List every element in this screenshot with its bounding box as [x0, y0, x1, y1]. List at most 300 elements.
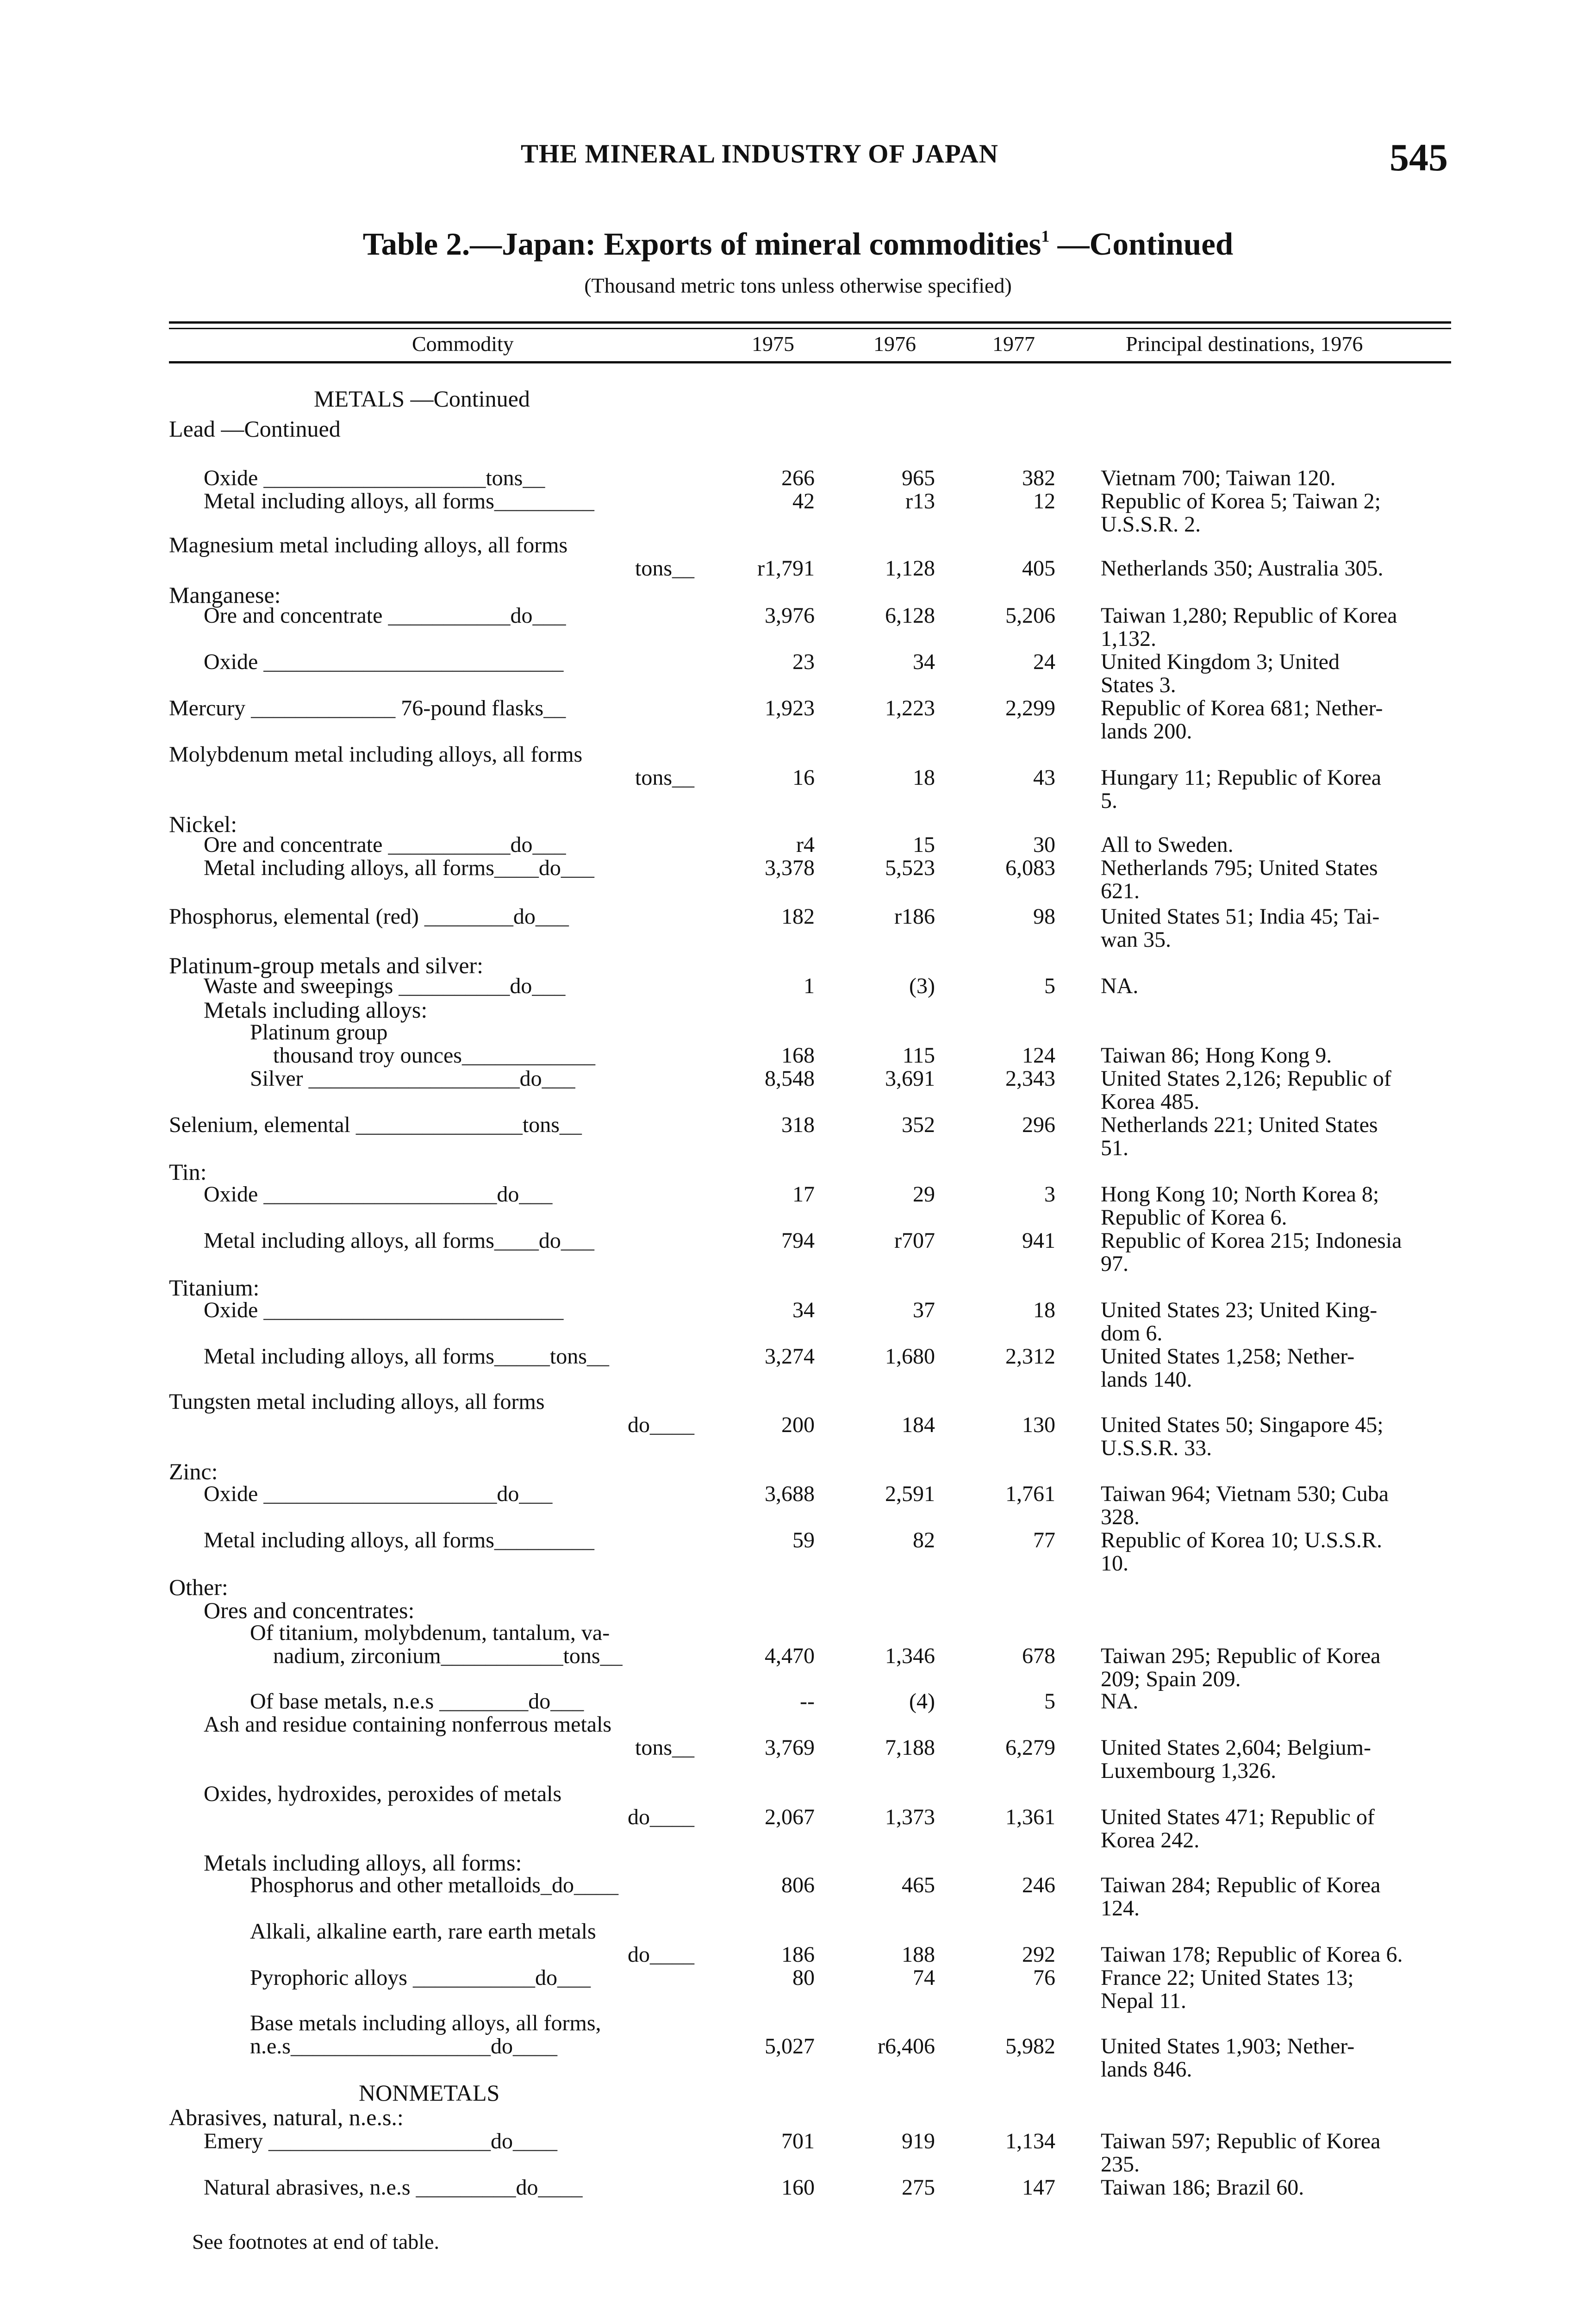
value-1975: 8,548 — [765, 1066, 815, 1091]
value-1976: 18 — [913, 765, 935, 790]
unit-label: do — [551, 1873, 574, 1897]
value-1977: 5 — [1044, 974, 1055, 998]
leader-dots: ___ — [532, 603, 566, 628]
commodity-label: Tungsten metal including alloys, all forms — [169, 1389, 545, 1414]
unit-label: tons — [486, 466, 523, 490]
page-number: 545 — [1390, 136, 1448, 179]
commodity-cell — [204, 1483, 552, 1506]
group-tin: Tin: — [169, 1159, 207, 1185]
leader-dots: _________ — [410, 2175, 516, 2200]
destinations-cell: All to Sweden. — [1101, 832, 1234, 857]
value-1977: 2,343 — [1005, 1066, 1055, 1091]
destinations-cell: United Kingdom 3; United States 3. — [1101, 650, 1340, 697]
commodity-cell — [204, 651, 563, 674]
value-1975: 1,923 — [765, 696, 815, 720]
unit-label: tons — [522, 1113, 560, 1137]
value-1977: 5,982 — [1005, 2034, 1055, 2058]
commodity-cell — [204, 490, 594, 513]
section-heading-metals: METALS —Continued — [314, 386, 530, 412]
leader-dots: __________ — [393, 974, 510, 998]
value-1977: 76 — [1033, 1965, 1055, 1990]
commodity-label-continued — [250, 2035, 601, 2058]
value-1977: 5,206 — [1005, 603, 1055, 628]
commodity-label: Natural abrasives, n.e.s — [204, 2175, 411, 2200]
destinations-cell: United States 2,126; Republic of Korea 485. — [1101, 1066, 1391, 1114]
unit-line — [169, 766, 694, 789]
value-1976: 3,691 — [885, 1066, 935, 1091]
unit-label: do — [519, 1066, 542, 1091]
commodity-cell — [169, 697, 566, 720]
commodity-label: Emery — [204, 2129, 263, 2153]
commodity-label: Metal including alloys, all forms — [204, 1344, 494, 1369]
leader-dots: ________ — [418, 904, 513, 929]
value-1976: 1,223 — [885, 696, 935, 720]
value-1975: 318 — [781, 1113, 815, 1137]
value-1975: 186 — [781, 1942, 815, 1967]
commodity-cell — [250, 2012, 601, 2058]
leader-dots: ___________ — [441, 1644, 563, 1668]
value-1976: 15 — [913, 832, 935, 857]
value-1976: r6,406 — [878, 2034, 935, 2058]
destinations-cell: United States 50; Singapore 45; U.S.S.R. 33. — [1101, 1413, 1384, 1460]
value-1976: 1,373 — [885, 1805, 935, 1829]
value-1976: 1,128 — [885, 556, 935, 581]
unit-line — [169, 557, 694, 580]
leader-dots: ___________________________ — [258, 650, 564, 674]
commodity-cell — [204, 1529, 594, 1552]
commodity-label: Metal including alloys, all forms — [204, 1528, 494, 1552]
value-1977: 296 — [1022, 1113, 1055, 1137]
commodity-cell — [204, 604, 566, 627]
destinations-cell: Taiwan 284; Republic of Korea 124. — [1101, 1873, 1381, 1921]
header-bottom-rule — [169, 361, 1451, 363]
value-1977: 6,083 — [1005, 856, 1055, 880]
destinations-cell: United States 51; India 45; Tai- wan 35. — [1101, 904, 1380, 952]
commodity-label: Of titanium, molybdenum, tantalum, va- — [250, 1620, 610, 1645]
value-1977: 12 — [1033, 489, 1055, 513]
leader-dots: ___ — [519, 1482, 553, 1506]
leader-dots: ___________ — [382, 832, 511, 857]
value-1977: 98 — [1033, 904, 1055, 929]
leader-dots: ____ — [494, 1228, 539, 1253]
destinations-cell: United States 471; Republic of Korea 242. — [1101, 1805, 1375, 1852]
commodity-cell — [204, 1783, 694, 1829]
leader-dots: _____________________ — [258, 1182, 497, 1207]
value-1976: 919 — [902, 2129, 935, 2153]
value-1977: 678 — [1022, 1644, 1055, 1668]
commodity-cell — [169, 743, 694, 789]
value-1976: 188 — [902, 1942, 935, 1967]
value-1976: 1,680 — [885, 1344, 935, 1369]
value-1976: r13 — [905, 489, 935, 513]
leader-dots: ___________________________ — [258, 1298, 564, 1322]
commodity-label: Phosphorus, elemental (red) — [169, 904, 419, 929]
unit-line — [204, 1806, 694, 1829]
commodity-cell — [204, 1345, 609, 1368]
leader-dots: _________ — [494, 489, 594, 513]
group-lead: Lead —Continued — [169, 416, 341, 442]
commodity-label: Base metals including alloys, all forms, — [250, 2011, 601, 2035]
value-1975: 5,027 — [765, 2034, 815, 2058]
commodity-label: Metal including alloys, all forms — [204, 856, 494, 880]
commodity-label: Oxide — [204, 1298, 258, 1322]
commodity-cell — [204, 857, 594, 880]
leader-dots: ___________ — [382, 603, 511, 628]
col-header-destinations: Principal destinations, 1976 — [1126, 332, 1363, 356]
commodity-label: Metal including alloys, all forms — [204, 489, 494, 513]
value-1976: r707 — [894, 1228, 935, 1253]
value-1977: 2,312 — [1005, 1344, 1055, 1369]
commodity-label: Oxide — [204, 1482, 258, 1506]
value-1976: r186 — [894, 904, 935, 929]
destinations-cell: Taiwan 86; Hong Kong 9. — [1101, 1043, 1332, 1068]
group-ores-and-concentrates: Ores and concentrates: — [204, 1597, 415, 1623]
value-1976: 184 — [902, 1413, 935, 1437]
destinations-cell: Netherlands 221; United States 51. — [1101, 1113, 1378, 1160]
leader-dots: ___ — [550, 1689, 584, 1714]
section-heading-nonmetals: NONMETALS — [359, 2080, 500, 2106]
destinations-cell: Netherlands 350; Australia 305. — [1101, 556, 1384, 581]
group-metals-including-alloys: Metals including alloys: — [204, 997, 428, 1023]
unit-label: do — [510, 974, 532, 998]
destinations-cell: Taiwan 964; Vietnam 530; Cuba 328. — [1101, 1482, 1389, 1529]
group-titanium: Titanium: — [169, 1275, 260, 1301]
unit-line — [204, 1736, 694, 1759]
destinations-cell: France 22; United States 13; Nepal 11. — [1101, 1965, 1354, 2013]
leader-dots: _____ — [494, 1344, 550, 1369]
commodity-cell — [250, 1021, 595, 1067]
commodity-cell — [204, 2130, 557, 2153]
leader-dots: __ — [672, 765, 694, 790]
leader-dots: ___________________ — [303, 1066, 520, 1091]
value-1976: (3) — [909, 974, 935, 998]
value-1977: 1,761 — [1005, 1482, 1055, 1506]
value-1977: 30 — [1033, 832, 1055, 857]
commodity-label: Ore and concentrate — [204, 603, 383, 628]
destinations-cell: Hong Kong 10; North Korea 8; Republic of Korea 6. — [1101, 1182, 1379, 1230]
destinations-cell: Taiwan 186; Brazil 60. — [1101, 2175, 1304, 2200]
value-1977: 1,134 — [1005, 2129, 1055, 2153]
value-1975: 182 — [781, 904, 815, 929]
group-zinc: Zinc: — [169, 1458, 218, 1484]
value-1977: 3 — [1044, 1182, 1055, 1207]
commodity-cell — [250, 1966, 591, 1990]
leader-dots: _______________ — [350, 1113, 523, 1137]
commodity-cell — [169, 905, 569, 928]
commodity-label: Oxide — [204, 650, 258, 674]
unit-label: do — [538, 856, 561, 880]
leader-dots: _ — [540, 1873, 552, 1897]
leader-dots: ___________ — [407, 1965, 535, 1990]
unit-label: tons — [635, 765, 672, 790]
leader-dots: __ — [523, 466, 545, 490]
value-1975: 3,976 — [765, 603, 815, 628]
value-1977: 5 — [1044, 1689, 1055, 1714]
commodity-label-line2: nadium, zirconium — [273, 1644, 441, 1668]
leader-dots: _____________________ — [258, 1482, 497, 1506]
destinations-cell: United States 2,604; Belgium- Luxembourg 1,326. — [1101, 1735, 1371, 1783]
commodity-label: Mercury — [169, 696, 246, 720]
destinations-cell: Taiwan 1,280; Republic of Korea 1,132. — [1101, 603, 1397, 651]
table-title — [0, 226, 1596, 263]
commodity-label-continued — [250, 1645, 623, 1668]
value-1975: 168 — [781, 1043, 815, 1068]
commodity-label: Metal including alloys, all forms — [204, 1228, 494, 1253]
destinations-cell: Taiwan 295; Republic of Korea 209; Spain 209. — [1101, 1644, 1381, 1691]
commodity-cell — [204, 467, 545, 490]
destinations-cell: Vietnam 700; Taiwan 120. — [1101, 466, 1336, 490]
value-1976: 34 — [913, 650, 935, 674]
title-footnote-marker: 1 — [1041, 227, 1050, 245]
leader-dots: __________________ — [290, 2034, 491, 2058]
value-1975: -- — [800, 1689, 815, 1714]
destinations-cell: United States 1,258; Nether- lands 140. — [1101, 1344, 1355, 1392]
unit-label: do — [497, 1182, 519, 1207]
value-1977: 43 — [1033, 765, 1055, 790]
commodity-label: Of base metals, n.e.s — [250, 1689, 434, 1714]
value-1976: 7,188 — [885, 1735, 935, 1760]
table-subtitle: (Thousand metric tons unless otherwise specified) — [584, 274, 1012, 297]
value-1976: 2,591 — [885, 1482, 935, 1506]
unit-label: do — [510, 832, 533, 857]
value-1975: 3,378 — [765, 856, 815, 880]
value-1977: 246 — [1022, 1873, 1055, 1897]
group-abrasives: Abrasives, natural, n.e.s.: — [169, 2104, 404, 2130]
value-1975: 17 — [792, 1182, 815, 1207]
value-1975: 23 — [792, 650, 815, 674]
value-1975: r4 — [796, 832, 815, 857]
unit-label: do — [628, 1942, 650, 1967]
commodity-label: Selenium, elemental — [169, 1113, 350, 1137]
unit-label: do — [497, 1482, 519, 1506]
unit-label: do — [513, 904, 536, 929]
value-1975: 266 — [781, 466, 815, 490]
leader-dots: __ — [543, 696, 566, 720]
col-header-commodity: Commodity — [412, 332, 514, 356]
leader-dots: ___ — [519, 1182, 553, 1207]
value-1976: 82 — [913, 1528, 935, 1552]
leader-dots: ___ — [557, 1965, 591, 1990]
value-1977: 24 — [1033, 650, 1055, 674]
value-1977: 147 — [1022, 2175, 1055, 2200]
value-1975: 34 — [792, 1298, 815, 1322]
value-1975: 2,067 — [765, 1805, 815, 1829]
value-1977: 130 — [1022, 1413, 1055, 1437]
leader-dots: ____________________ — [258, 466, 486, 490]
footnote-reference: See footnotes at end of table. — [192, 2230, 439, 2253]
leader-dots: ___ — [561, 856, 594, 880]
commodity-label: Magnesium metal including alloys, all forms — [169, 533, 568, 557]
leader-dots: ____ — [512, 2034, 557, 2058]
commodity-label: Silver — [250, 1066, 303, 1091]
commodity-label: Waste and sweepings — [204, 974, 393, 998]
leader-dots: ________ — [434, 1689, 529, 1714]
value-1976: 352 — [902, 1113, 935, 1137]
value-1977: 405 — [1022, 556, 1055, 581]
value-1976: 29 — [913, 1182, 935, 1207]
value-1975: 3,769 — [765, 1735, 815, 1760]
leader-dots: ___ — [532, 832, 566, 857]
commodity-label: Oxide — [204, 466, 258, 490]
destinations-cell: NA. — [1101, 974, 1139, 998]
unit-label: do — [628, 1805, 650, 1829]
value-1976: 1,346 — [885, 1644, 935, 1668]
value-1976: 115 — [902, 1043, 935, 1068]
unit-label: do — [516, 2175, 538, 2200]
value-1975: 794 — [781, 1228, 815, 1253]
commodity-cell — [250, 1874, 618, 1897]
leader-dots: ____ — [538, 2175, 583, 2200]
value-1975: 3,274 — [765, 1344, 815, 1369]
value-1975: r1,791 — [757, 556, 815, 581]
leader-dots: ___ — [561, 1228, 594, 1253]
leader-dots: _________ — [494, 1528, 594, 1552]
leader-dots: ____ — [494, 856, 539, 880]
col-header-1976: 1976 — [873, 332, 916, 356]
leader-dots: __ — [672, 1735, 694, 1760]
value-1977: 2,299 — [1005, 696, 1055, 720]
unit-label: do — [528, 1689, 551, 1714]
value-1976: 465 — [902, 1873, 935, 1897]
commodity-cell — [204, 1299, 563, 1322]
value-1976: 5,523 — [885, 856, 935, 880]
commodity-cell — [204, 1713, 694, 1759]
value-1977: 292 — [1022, 1942, 1055, 1967]
destinations-cell: United States 23; United King- dom 6. — [1101, 1298, 1378, 1345]
value-1975: 1 — [804, 974, 815, 998]
destinations-cell: Republic of Korea 10; U.S.S.R. 10. — [1101, 1528, 1382, 1576]
value-1977: 6,279 — [1005, 1735, 1055, 1760]
commodity-cell — [169, 1114, 582, 1137]
leader-dots: __ — [586, 1344, 609, 1369]
unit-line — [250, 1943, 694, 1966]
commodity-cell — [250, 1067, 575, 1090]
value-1975: 200 — [781, 1413, 815, 1437]
commodity-cell — [250, 1621, 623, 1668]
value-1975: 806 — [781, 1873, 815, 1897]
unit-label: do — [535, 1965, 557, 1990]
group-nickel: Nickel: — [169, 811, 237, 837]
leader-dots: ___ — [542, 1066, 575, 1091]
leader-dots: ____ — [650, 1805, 694, 1829]
commodity-cell — [250, 1920, 694, 1966]
commodity-cell — [169, 534, 694, 580]
commodity-cell — [169, 1390, 694, 1437]
destinations-cell: Hungary 11; Republic of Korea 5. — [1101, 765, 1382, 813]
unit-label: do — [510, 603, 533, 628]
unit-label: tons — [635, 1735, 672, 1760]
value-1976: 74 — [913, 1965, 935, 1990]
value-1977: 77 — [1033, 1528, 1055, 1552]
value-1975: 42 — [792, 489, 815, 513]
leader-dots: ____________________ — [262, 2129, 491, 2153]
value-1975: 59 — [792, 1528, 815, 1552]
commodity-label: Pyrophoric alloys — [250, 1965, 407, 1990]
value-1975: 160 — [781, 2175, 815, 2200]
unit-label: do — [628, 1413, 650, 1437]
group-metals-all-forms: Metals including alloys, all forms: — [204, 1850, 522, 1876]
col-header-1975: 1975 — [752, 332, 794, 356]
leader-dots: ___ — [535, 904, 569, 929]
table-title-suffix: —Continued — [1049, 226, 1234, 262]
commodity-label: Alkali, alkaline earth, rare earth metals — [250, 1919, 596, 1944]
group-other: Other: — [169, 1574, 228, 1600]
destinations-cell: Republic of Korea 681; Nether- lands 200. — [1101, 696, 1383, 744]
value-1977: 1,361 — [1005, 1805, 1055, 1829]
unit-label: tons — [549, 1344, 587, 1369]
commodity-cell — [204, 1229, 594, 1252]
value-1975: 701 — [781, 2129, 815, 2153]
value-1975: 4,470 — [765, 1644, 815, 1668]
unit-label: do — [490, 2129, 513, 2153]
destinations-cell: United States 1,903; Nether- lands 846. — [1101, 2034, 1355, 2082]
commodity-label: Oxides, hydroxides, peroxides of metals — [204, 1782, 562, 1806]
group-manganese: Manganese: — [169, 582, 281, 608]
table-top-rule — [169, 321, 1451, 324]
leader-dots: ____ — [650, 1413, 694, 1437]
value-1975: 16 — [792, 765, 815, 790]
commodity-cell — [204, 833, 566, 857]
leader-dots: __ — [600, 1644, 623, 1668]
value-1977: 124 — [1022, 1043, 1055, 1068]
leader-dots: ____ — [512, 2129, 557, 2153]
leader-dots: ____ — [650, 1942, 694, 1967]
commodity-label: Oxide — [204, 1182, 258, 1207]
table-title-text: Table 2.—Japan: Exports of mineral commodities — [362, 226, 1041, 262]
value-1975: 80 — [792, 1965, 815, 1990]
value-1977: 941 — [1022, 1228, 1055, 1253]
value-1976: 6,128 — [885, 603, 935, 628]
unit-label: tons — [635, 556, 672, 581]
destinations-cell: Taiwan 178; Republic of Korea 6. — [1101, 1942, 1403, 1967]
destinations-cell: Republic of Korea 215; Indonesia 97. — [1101, 1228, 1402, 1276]
unit-label: do — [538, 1228, 561, 1253]
destinations-cell: Taiwan 597; Republic of Korea 235. — [1101, 2129, 1381, 2177]
value-1977: 382 — [1022, 466, 1055, 490]
commodity-label: Ash and residue containing nonferrous metals — [204, 1712, 612, 1737]
commodity-cell — [250, 1690, 584, 1713]
commodity-label-line2: n.e.s — [250, 2034, 291, 2058]
unit-label: do — [490, 2034, 513, 2058]
value-1977: 18 — [1033, 1298, 1055, 1322]
commodity-label: Molybdenum metal including alloys, all forms — [169, 742, 583, 767]
value-1976: 275 — [902, 2175, 935, 2200]
commodity-cell — [204, 2176, 583, 2199]
value-1975: 3,688 — [765, 1482, 815, 1506]
commodity-cell — [204, 975, 565, 998]
commodity-label: Ore and concentrate — [204, 832, 383, 857]
leader-dots: ____ — [574, 1873, 618, 1897]
leader-dots: ____________ — [461, 1043, 595, 1068]
leader-dots: __ — [559, 1113, 582, 1137]
destinations-cell: Republic of Korea 5; Taiwan 2; U.S.S.R. 2. — [1101, 489, 1381, 537]
leader-dots: ___ — [532, 974, 566, 998]
group-platinum-group: Platinum-group metals and silver: — [169, 952, 484, 978]
destinations-cell: Netherlands 795; United States 621. — [1101, 856, 1378, 903]
commodity-label-continued — [250, 1044, 595, 1067]
unit-label: thousand troy ounces — [273, 1043, 462, 1068]
leader-dots: _____________ — [245, 696, 401, 720]
destinations-cell: NA. — [1101, 1689, 1139, 1714]
commodity-cell — [204, 1183, 552, 1206]
running-head: THE MINERAL INDUSTRY OF JAPAN — [521, 139, 998, 169]
unit-line — [169, 1414, 694, 1437]
leader-dots: __ — [672, 556, 694, 581]
value-1976: (4) — [909, 1689, 935, 1714]
unit-label: tons — [563, 1644, 600, 1668]
commodity-label: Platinum group — [250, 1020, 388, 1045]
value-1976: 37 — [913, 1298, 935, 1322]
